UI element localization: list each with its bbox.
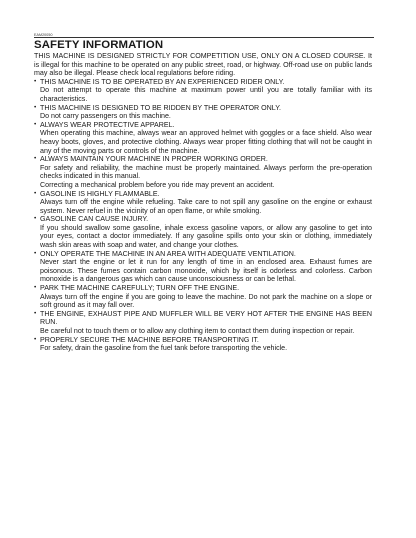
safety-item-body: Never start the engine or let it run for any length of time in an enclosed area. Exhaust fumes are poisonous. These fumes contain carbon monoxide, which by itself is odorless and colorless. Carbon monoxide is a dangerous gas which can cause unconsciousness or can be lethal. bbox=[40, 258, 372, 284]
safety-item-body: If you should swallow some gasoline, inhale excess gasoline vapors, or allow any gasoline to get into your eyes, contact a doctor immediately. If any gasoline spills onto your skin or clothing, immediately wash skin areas with soap and water, and change your clothes. bbox=[40, 223, 372, 250]
bullet-icon: • bbox=[34, 155, 37, 163]
page-title: SAFETY INFORMATION bbox=[34, 39, 164, 51]
safety-item bbox=[34, 215, 372, 249]
safety-item-heading: ALWAYS MAINTAIN YOUR MACHINE IN PROPER WORKING ORDER. bbox=[40, 155, 268, 164]
safety-item-body: Always turn off the engine if you are going to leave the machine. Do not park the machine on a slope or soft ground as it may fall over. bbox=[40, 292, 372, 310]
safety-item-heading: ALWAYS WEAR PROTECTIVE APPAREL. bbox=[40, 120, 175, 129]
safety-item-body: Do not attempt to operate this machine at maximum power until you are totally familiar with its characteristics. bbox=[40, 86, 372, 103]
safety-item bbox=[34, 104, 372, 121]
safety-item-body: When operating this machine, always wear an approved helmet with goggles or a face shield. Also wear heavy boots, gloves, and protective clothing. Always wear proper fitting clothing that will not be caught in any of the moving parts or controls of the machine. bbox=[40, 129, 372, 155]
safety-item-heading: THE ENGINE, EXHAUST PIPE AND MUFFLER WILL BE VERY HOT AFTER THE ENGINE HAS BEEN RUN. bbox=[40, 309, 372, 327]
bullet-icon: • bbox=[34, 215, 37, 223]
bullet-icon: • bbox=[34, 309, 37, 317]
safety-item-body: Be careful not to touch them or to allow any clothing item to contact them during inspection or repair. bbox=[40, 327, 355, 335]
safety-item bbox=[34, 284, 372, 310]
bullet-icon: • bbox=[34, 120, 37, 128]
safety-item-heading: THIS MACHINE IS TO BE OPERATED BY AN EXPERIENCED RIDER ONLY. bbox=[40, 77, 285, 86]
safety-item-list bbox=[34, 78, 372, 353]
bullet-icon: • bbox=[34, 284, 37, 292]
safety-item-heading: ONLY OPERATE THE MACHINE IN AN AREA WITH ADEQUATE VENTILATION. bbox=[40, 249, 296, 258]
safety-item-heading: PARK THE MACHINE CAREFULLY; TURN OFF THE ENGINE. bbox=[40, 284, 240, 293]
safety-item bbox=[34, 121, 372, 155]
safety-item bbox=[34, 250, 372, 284]
safety-item bbox=[34, 190, 372, 216]
safety-item bbox=[34, 310, 372, 336]
safety-item-body: For safety, drain the gasoline from the fuel tank before transporting the vehicle. bbox=[40, 344, 288, 353]
safety-item-body: For safety and reliability, the machine must be properly maintained. Always perform the pre-operation checks indicated in this manual. bbox=[40, 163, 372, 181]
header-rule bbox=[34, 37, 374, 38]
intro-paragraph: THIS MACHINE IS DESIGNED STRICTLY FOR COMPETITION USE, ONLY ON A CLOSED COURSE. It is illegal for this machine to be operated on any public street, road, or highway. Off-road use on public lands may also be illegal. Please check local regulations before riding. bbox=[34, 52, 372, 78]
safety-item-body: Correcting a mechanical problem before you ride may prevent an accident. bbox=[40, 180, 275, 189]
safety-item-heading: GASOLINE CAN CAUSE INJURY. bbox=[40, 215, 149, 224]
safety-item-heading: THIS MACHINE IS DESIGNED TO BE RIDDEN BY THE OPERATOR ONLY. bbox=[40, 103, 281, 112]
safety-item-heading: GASOLINE IS HIGHLY FLAMMABLE. bbox=[40, 189, 160, 198]
safety-item bbox=[34, 78, 372, 104]
bullet-icon: • bbox=[34, 103, 37, 111]
safety-item-body: Always turn off the engine while refueling. Take care to not spill any gasoline on the engine or exhaust system. Never refuel in the vicinity of an open flame, or while smoking. bbox=[40, 198, 372, 215]
safety-item bbox=[34, 155, 372, 189]
bullet-icon: • bbox=[34, 249, 37, 257]
bullet-icon: • bbox=[34, 77, 37, 85]
bullet-icon: • bbox=[34, 335, 37, 343]
safety-item-heading: PROPERLY SECURE THE MACHINE BEFORE TRANSPORTING IT. bbox=[40, 335, 259, 344]
safety-item-body: Do not carry passengers on this machine. bbox=[40, 112, 171, 121]
safety-item bbox=[34, 336, 372, 353]
section-code: EAM20050 bbox=[34, 33, 53, 37]
bullet-icon: • bbox=[34, 189, 37, 197]
manual-page bbox=[34, 33, 372, 353]
